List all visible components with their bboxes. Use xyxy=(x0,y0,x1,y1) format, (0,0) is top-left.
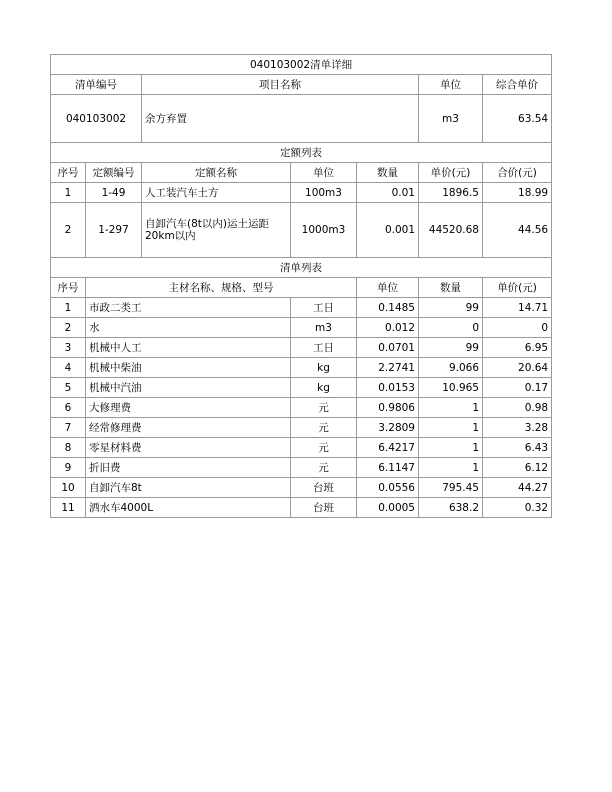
material-row xyxy=(51,398,552,418)
material-no: 5 xyxy=(51,378,86,398)
material-qty: 0.0005 xyxy=(357,498,419,518)
bill-price: 63.54 xyxy=(483,95,552,143)
material-qty: 0.0556 xyxy=(357,478,419,498)
material-name: 大修理费 xyxy=(86,398,291,418)
material-unit: kg xyxy=(291,358,357,378)
material-name: 市政二类工 xyxy=(86,298,291,318)
bill-code: 040103002 xyxy=(51,95,142,143)
quota-qty: 0.01 xyxy=(357,183,419,203)
material-unit: 台班 xyxy=(291,498,357,518)
material-total: 3.28 xyxy=(483,418,552,438)
material-header-row xyxy=(51,278,552,298)
material-name-header: 主材名称、规格、型号 xyxy=(86,278,357,298)
quota-no-header: 序号 xyxy=(51,163,86,183)
material-name: 零星材料费 xyxy=(86,438,291,458)
material-name: 水 xyxy=(86,318,291,338)
material-row xyxy=(51,298,552,318)
quota-code-header: 定额编号 xyxy=(86,163,142,183)
bill-detail-table xyxy=(50,54,552,518)
material-price: 1 xyxy=(419,458,483,478)
material-name: 机械中柴油 xyxy=(86,358,291,378)
material-price: 1 xyxy=(419,438,483,458)
material-no: 11 xyxy=(51,498,86,518)
quota-total: 44.56 xyxy=(483,203,552,258)
material-row xyxy=(51,418,552,438)
quota-price: 44520.68 xyxy=(419,203,483,258)
material-price: 10.965 xyxy=(419,378,483,398)
material-row xyxy=(51,498,552,518)
material-unit: 元 xyxy=(291,418,357,438)
material-price: 99 xyxy=(419,298,483,318)
bill-name: 余方弃置 xyxy=(142,95,419,143)
quota-unit-header: 单位 xyxy=(291,163,357,183)
material-unit: 台班 xyxy=(291,478,357,498)
material-unit: kg xyxy=(291,378,357,398)
page-title: 040103002清单详细 xyxy=(51,55,552,75)
material-price: 0 xyxy=(419,318,483,338)
material-no: 8 xyxy=(51,438,86,458)
title-row xyxy=(51,55,552,75)
material-total: 44.27 xyxy=(483,478,552,498)
quota-row xyxy=(51,183,552,203)
material-name: 折旧费 xyxy=(86,458,291,478)
material-row xyxy=(51,478,552,498)
quota-total-header: 合价(元) xyxy=(483,163,552,183)
material-name: 自卸汽车8t xyxy=(86,478,291,498)
material-qty: 6.1147 xyxy=(357,458,419,478)
material-unit: m3 xyxy=(291,318,357,338)
material-name: 机械中人工 xyxy=(86,338,291,358)
material-price: 1 xyxy=(419,418,483,438)
material-qty: 0.1485 xyxy=(357,298,419,318)
material-unit: 工日 xyxy=(291,338,357,358)
material-no: 10 xyxy=(51,478,86,498)
material-unit: 元 xyxy=(291,398,357,418)
material-price-header: 单价(元) xyxy=(483,278,552,298)
material-no: 2 xyxy=(51,318,86,338)
bill-unit: m3 xyxy=(419,95,483,143)
material-price: 795.45 xyxy=(419,478,483,498)
quota-unit: 100m3 xyxy=(291,183,357,203)
material-qty: 0.0701 xyxy=(357,338,419,358)
material-name: 洒水车4000L xyxy=(86,498,291,518)
bill-header-row xyxy=(51,75,552,95)
material-price: 638.2 xyxy=(419,498,483,518)
quota-name: 人工装汽车土方 xyxy=(142,183,291,203)
material-qty: 0.9806 xyxy=(357,398,419,418)
material-no: 7 xyxy=(51,418,86,438)
quota-total: 18.99 xyxy=(483,183,552,203)
material-qty: 2.2741 xyxy=(357,358,419,378)
material-no: 3 xyxy=(51,338,86,358)
quota-price-header: 单价(元) xyxy=(419,163,483,183)
quota-price: 1896.5 xyxy=(419,183,483,203)
material-total: 6.43 xyxy=(483,438,552,458)
material-row xyxy=(51,338,552,358)
material-qty-header: 数量 xyxy=(419,278,483,298)
quota-name: 自卸汽车(8t以内)运土运距20km以内 xyxy=(142,203,291,258)
material-row xyxy=(51,318,552,338)
material-price: 99 xyxy=(419,338,483,358)
bill-code-header: 清单编号 xyxy=(51,75,142,95)
material-qty: 6.4217 xyxy=(357,438,419,458)
bill-item-row xyxy=(51,95,552,143)
bill-unit-header: 单位 xyxy=(419,75,483,95)
material-qty: 3.2809 xyxy=(357,418,419,438)
material-total: 20.64 xyxy=(483,358,552,378)
material-unit-header: 单位 xyxy=(357,278,419,298)
material-no: 4 xyxy=(51,358,86,378)
quota-qty: 0.001 xyxy=(357,203,419,258)
material-row xyxy=(51,438,552,458)
material-qty: 0.012 xyxy=(357,318,419,338)
quota-row xyxy=(51,203,552,258)
material-total: 6.95 xyxy=(483,338,552,358)
quota-code: 1-49 xyxy=(86,183,142,203)
material-unit: 元 xyxy=(291,438,357,458)
bill-name-header: 项目名称 xyxy=(142,75,419,95)
material-qty: 0.0153 xyxy=(357,378,419,398)
material-unit: 元 xyxy=(291,458,357,478)
quota-no: 2 xyxy=(51,203,86,258)
material-price: 1 xyxy=(419,398,483,418)
material-no-header: 序号 xyxy=(51,278,86,298)
quota-code: 1-297 xyxy=(86,203,142,258)
material-no: 9 xyxy=(51,458,86,478)
quota-header-row xyxy=(51,163,552,183)
material-total: 0.17 xyxy=(483,378,552,398)
material-row xyxy=(51,378,552,398)
material-total: 6.12 xyxy=(483,458,552,478)
quota-section-row xyxy=(51,143,552,163)
material-total: 0.32 xyxy=(483,498,552,518)
material-section-title: 清单列表 xyxy=(51,258,552,278)
material-total: 0.98 xyxy=(483,398,552,418)
quota-section-title: 定额列表 xyxy=(51,143,552,163)
quota-name-header: 定额名称 xyxy=(142,163,291,183)
quota-no: 1 xyxy=(51,183,86,203)
material-name: 经常修理费 xyxy=(86,418,291,438)
quota-qty-header: 数量 xyxy=(357,163,419,183)
material-section-row xyxy=(51,258,552,278)
material-no: 6 xyxy=(51,398,86,418)
material-total: 14.71 xyxy=(483,298,552,318)
material-price: 9.066 xyxy=(419,358,483,378)
quota-unit: 1000m3 xyxy=(291,203,357,258)
material-name: 机械中汽油 xyxy=(86,378,291,398)
material-total: 0 xyxy=(483,318,552,338)
material-row xyxy=(51,458,552,478)
material-row xyxy=(51,358,552,378)
bill-price-header: 综合单价 xyxy=(483,75,552,95)
material-no: 1 xyxy=(51,298,86,318)
material-unit: 工日 xyxy=(291,298,357,318)
